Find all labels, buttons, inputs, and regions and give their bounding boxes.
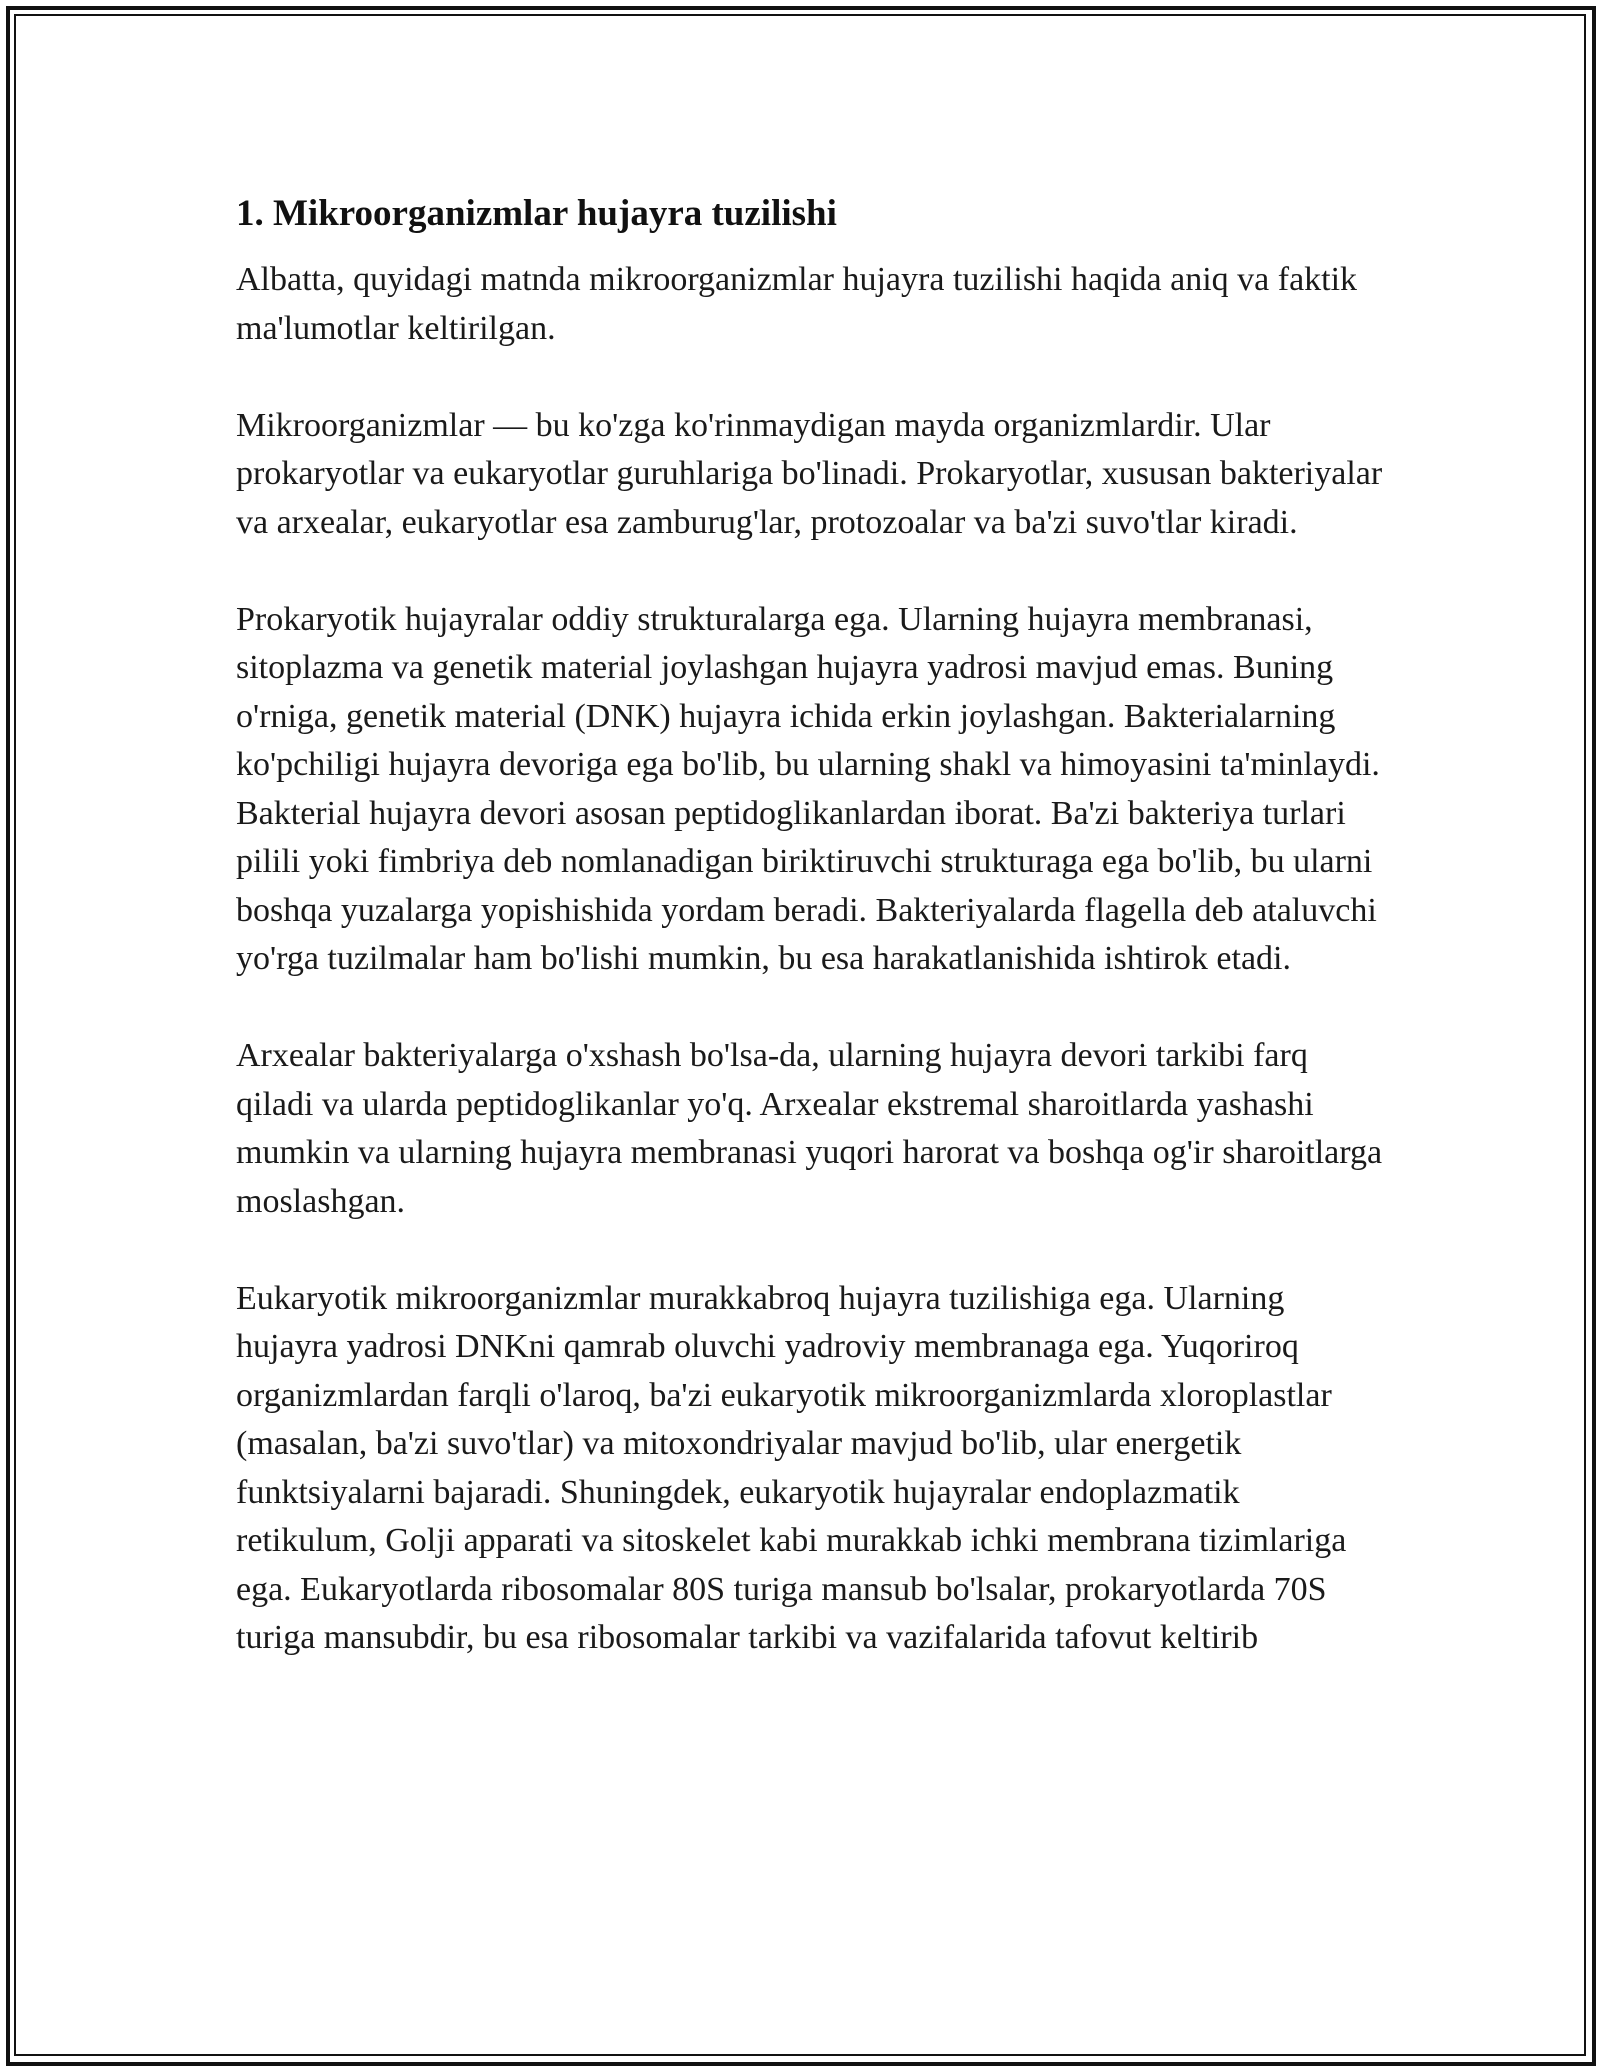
paragraph-intro: Albatta, quyidagi matnda mikroorganizmlar hujayra tuzilishi haqida aniq va faktik ma'lumotlar keltirilgan.: [236, 261, 1358, 347]
paragraph-prokaryotic-cells: Prokaryotik hujayralar oddiy strukturalarga ega. Ularning hujayra membranasi, sitoplazma va genetik material joylashgan hujayra yadrosi mavjud emas. Buning o'rniga, genetik material (DNK) hujayra ichida erkin joylashgan. Bakterialarning ko'pchiligi hujayra devoriga ega bo'lib, bu ularning shakl va himoyasini ta'minlaydi. Bakterial hujayra devori asosan peptidoglikanlardan iborat. Ba'zi bakteriya turlari pilili yoki fimbriya deb nomlanadigan biriktiruvchi strukturaga ega bo'lib, bu ularni boshqa yuzalarga yopishishida yordam beradi. Bakteriyalarda flagella deb ataluvchi yo'rga tuzilmalar ham bo'lishi mumkin, bu esa harakatlanishida ishtirok etadi.: [236, 600, 1380, 977]
paragraph-eukaryotic-cells: Eukaryotik mikroorganizmlar murakkabroq hujayra tuzilishiga ega. Ularning hujayra yadrosi DNKni qamrab oluvchi yadroviy membranaga ega. Yuqoriroq organizmlardan farqli o'laroq, ba'zi eukaryotik mikroorganizmlarda xloroplastlar (masalan, ba'zi suvo'tlar) va mitoxondriyalar mavjud bo'lib, ular energetik funktsiyalarni bajaradi. Shuningdek, eukaryotik hujayralar endoplazmatik retikulum, Golji apparati va sitoskelet kabi murakkab ichki membrana tizimlariga ega. Eukaryotlarda ribosomalar 80S turiga mansub bo'lsalar, prokaryotlarda 70S turiga mansubdir, bu esa ribosomalar tarkibi va vazifalarida tafovut keltirib: [236, 1279, 1347, 1656]
paragraph-microorganisms-overview: Mikroorganizmlar — bu ko'zga ko'rinmaydigan mayda organizmlardir. Ular prokaryotlar va eukaryotlar guruhlariga bo'linadi. Prokaryotlar, xususan bakteriyalar va arxealar, eukaryotlar esa zamburug'lar, protozoalar va ba'zi suvo'tlar kiradi.: [236, 406, 1383, 541]
paragraph-archaea: Arxealar bakteriyalarga o'xshash bo'lsa-da, ularning hujayra devori tarkibi farq qiladi va ularda peptidoglikanlar yo'q. Arxealar ekstremal sharoitlarda yashashi mumkin va ularning hujayra membranasi yuqori harorat va boshqa og'ir sharoitlarga moslashgan.: [236, 1037, 1383, 1220]
section-heading: 1. Mikroorganizmlar hujayra tuzilishi: [236, 193, 837, 234]
document-body: [236, 186, 1386, 1711]
